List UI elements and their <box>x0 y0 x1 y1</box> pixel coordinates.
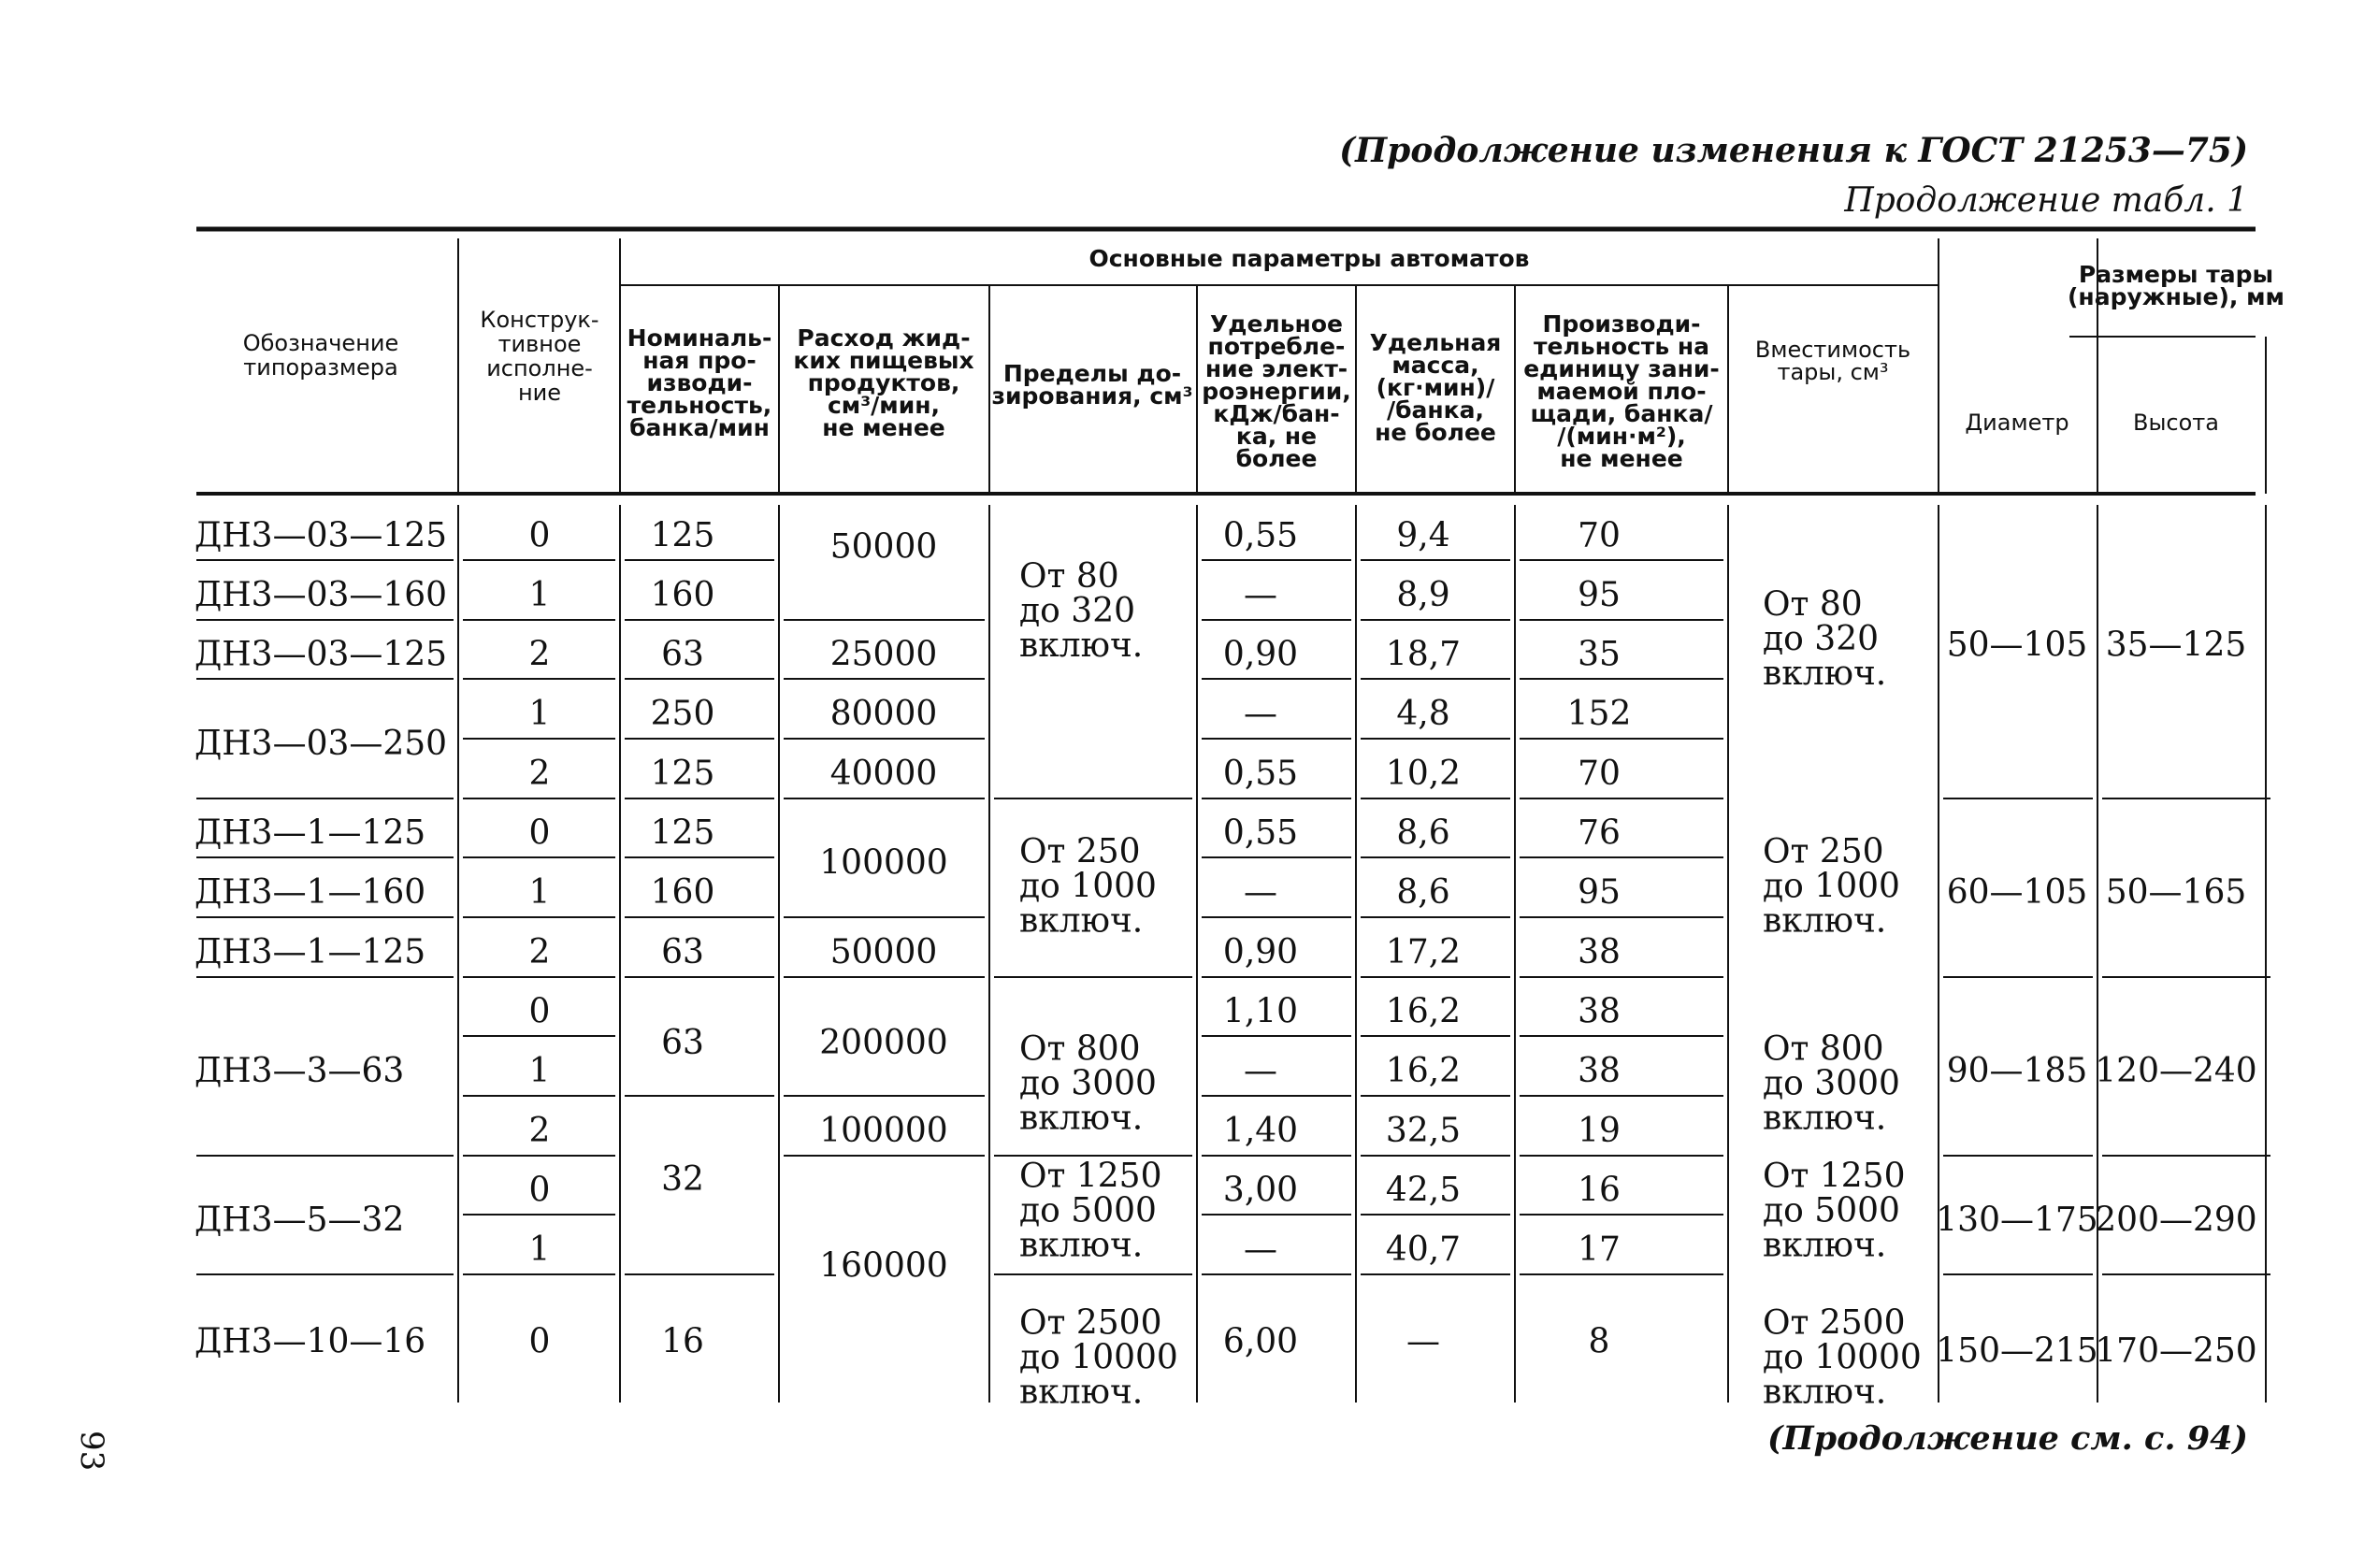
version-cell: 0 <box>528 1171 551 1210</box>
header-productivity: банка/мин <box>629 414 770 441</box>
dosing-range-cell: От 250 <box>1019 832 1141 871</box>
area-productivity-cell: 38 <box>1578 992 1621 1031</box>
header-flow: Расход жид- <box>797 324 971 352</box>
header-flow: продуктов, <box>807 369 960 396</box>
version-cell: 0 <box>528 1322 551 1361</box>
header-energy: ние элект- <box>1204 355 1348 382</box>
header-main-parameters: Основные параметры автоматов <box>1088 245 1530 272</box>
mass-cell: 9,4 <box>1396 516 1450 555</box>
version-cell: 2 <box>528 1112 551 1150</box>
header-area-productivity: тельность на <box>1534 333 1709 360</box>
mass-cell: 8,6 <box>1396 873 1450 912</box>
header-area-productivity: щади, банка/ <box>1530 400 1713 427</box>
productivity-cell: 63 <box>661 933 704 971</box>
header-area-productivity: Производи- <box>1542 310 1701 338</box>
capacity-range-cell: до 10000 <box>1763 1338 1922 1377</box>
version-cell: 1 <box>528 1230 551 1269</box>
dosing-range-cell: От 1250 <box>1019 1157 1162 1196</box>
dosing-range-cell: От 80 <box>1019 557 1119 596</box>
designation-cell: ДН3—1—125 <box>195 933 426 971</box>
diameter-cell: 50—105 <box>1946 626 2088 665</box>
energy-cell: — <box>1244 873 1277 912</box>
header-mass: Удельная <box>1369 329 1502 356</box>
energy-cell: 1,10 <box>1222 992 1299 1031</box>
productivity-cell: 125 <box>650 755 715 793</box>
version-cell: 1 <box>528 873 551 912</box>
flow-cell: 80000 <box>829 695 938 733</box>
designation-cell: ДН3—1—125 <box>195 813 426 853</box>
diameter-cell: 130—175 <box>1936 1201 2098 1240</box>
productivity-cell: 16 <box>661 1322 704 1361</box>
mass-cell: 8,6 <box>1396 813 1450 853</box>
capacity-range-cell: От 800 <box>1763 1029 1884 1069</box>
energy-cell: — <box>1244 1052 1277 1090</box>
energy-cell: — <box>1244 1230 1277 1269</box>
area-productivity-cell: 8 <box>1588 1322 1610 1361</box>
header-energy: кДж/бан- <box>1213 400 1340 427</box>
page-number: 93 <box>73 1431 110 1472</box>
version-cell: 2 <box>528 635 551 674</box>
productivity-cell: 63 <box>661 1024 704 1062</box>
header-energy: более <box>1235 445 1318 472</box>
area-productivity-cell: 35 <box>1578 635 1621 674</box>
energy-cell: — <box>1244 695 1277 733</box>
header-diameter: Диаметр <box>1965 410 2069 436</box>
header-version: исполне- <box>486 355 593 381</box>
header-designation: типоразмера <box>243 354 398 381</box>
energy-cell: — <box>1244 576 1277 614</box>
productivity-cell: 125 <box>650 516 715 555</box>
header-productivity: тельность, <box>627 392 772 419</box>
height-cell: 120—240 <box>2095 1052 2257 1090</box>
mass-cell: 16,2 <box>1385 992 1462 1031</box>
productivity-cell: 63 <box>661 635 704 674</box>
header-productivity: ная про- <box>642 347 757 374</box>
mass-cell: — <box>1406 1322 1440 1361</box>
mass-cell: 40,7 <box>1385 1230 1462 1269</box>
mass-cell: 8,9 <box>1396 576 1450 614</box>
header-version: тивное <box>497 331 582 357</box>
dosing-range-cell: включ. <box>1019 626 1144 665</box>
header-version: ние <box>517 380 562 406</box>
flow-cell: 160000 <box>819 1246 948 1286</box>
flow-cell: 25000 <box>829 635 938 674</box>
area-productivity-cell: 95 <box>1578 873 1621 912</box>
version-cell: 2 <box>528 933 551 971</box>
table-continuation-label: Продолжение табл. 1 <box>1844 181 2248 220</box>
header-area-productivity: маемой пло- <box>1536 378 1707 405</box>
capacity-range-cell: От 1250 <box>1763 1157 1906 1196</box>
dosing-range-cell: до 5000 <box>1019 1191 1157 1230</box>
dosing-range-cell: до 3000 <box>1019 1064 1157 1103</box>
flow-cell: 200000 <box>819 1024 948 1062</box>
header-area-productivity: /(мин·м²), <box>1557 423 1686 450</box>
capacity-range-cell: включ. <box>1763 1226 1887 1265</box>
header-energy: потребле- <box>1207 333 1346 360</box>
header-designation: Обозначение <box>242 330 399 356</box>
header-energy: Удельное <box>1210 310 1343 338</box>
capacity-range-cell: От 2500 <box>1763 1303 1906 1343</box>
designation-cell: ДН3—03—125 <box>195 635 448 674</box>
header-version: Конструк- <box>480 307 599 333</box>
header-productivity: Номиналь- <box>627 324 772 352</box>
designation-cell: ДН3—03—125 <box>195 516 448 555</box>
area-productivity-cell: 19 <box>1578 1112 1621 1150</box>
header-area-productivity: единицу зани- <box>1523 355 1720 382</box>
dosing-range-cell: От 2500 <box>1019 1303 1162 1343</box>
productivity-cell: 160 <box>650 576 715 614</box>
area-productivity-cell: 17 <box>1578 1230 1621 1269</box>
dosing-range-cell: до 320 <box>1019 592 1135 630</box>
dosing-range-cell: включ. <box>1019 1099 1144 1138</box>
header-mass: масса, <box>1391 352 1479 379</box>
energy-cell: 0,55 <box>1222 813 1299 853</box>
diameter-cell: 150—215 <box>1936 1331 2098 1371</box>
version-cell: 2 <box>528 755 551 793</box>
header-productivity: изводи- <box>646 369 753 396</box>
mass-cell: 42,5 <box>1385 1171 1462 1210</box>
document-header: (Продолжение изменения к ГОСТ 21253—75) <box>1339 131 2248 170</box>
flow-cell: 50000 <box>829 527 938 567</box>
area-productivity-cell: 95 <box>1578 576 1621 614</box>
mass-cell: 10,2 <box>1385 755 1462 793</box>
energy-cell: 6,00 <box>1222 1322 1299 1361</box>
header-dosing: Пределы до- <box>1002 360 1182 387</box>
capacity-range-cell: включ. <box>1763 1099 1887 1138</box>
capacity-range-cell: до 320 <box>1763 620 1879 658</box>
energy-cell: 0,55 <box>1222 516 1299 555</box>
productivity-cell: 125 <box>650 813 715 853</box>
designation-cell: ДН3—03—160 <box>195 576 448 614</box>
capacity-range-cell: От 250 <box>1763 832 1884 871</box>
dosing-range-cell: От 800 <box>1019 1029 1141 1069</box>
flow-cell: 100000 <box>819 1112 948 1150</box>
header-flow: ких пищевых <box>793 347 974 374</box>
header-area-productivity: не менее <box>1560 445 1683 472</box>
mass-cell: 16,2 <box>1385 1052 1462 1090</box>
header-capacity: Вместимость <box>1754 337 1911 363</box>
area-productivity-cell: 76 <box>1578 813 1621 853</box>
header-container-size: (наружные), мм <box>2068 283 2285 310</box>
height-cell: 200—290 <box>2095 1201 2257 1240</box>
version-cell: 1 <box>528 576 551 614</box>
dosing-range-cell: включ. <box>1019 901 1144 941</box>
mass-cell: 17,2 <box>1385 933 1462 971</box>
designation-cell: ДН3—1—160 <box>195 873 426 912</box>
area-productivity-cell: 38 <box>1578 933 1621 971</box>
capacity-range-cell: до 3000 <box>1763 1064 1900 1103</box>
capacity-range-cell: включ. <box>1763 655 1887 693</box>
header-height: Высота <box>2133 410 2219 436</box>
version-cell: 1 <box>528 695 551 733</box>
header-energy: роэнергии, <box>1202 378 1351 405</box>
diameter-cell: 60—105 <box>1946 873 2088 912</box>
header-flow: не менее <box>822 414 945 441</box>
area-productivity-cell: 38 <box>1578 1052 1621 1090</box>
header-mass: /банка, <box>1386 396 1485 424</box>
header-mass: не более <box>1375 419 1496 446</box>
capacity-range-cell: до 1000 <box>1763 867 1900 906</box>
continuation-note: (Продолжение см. с. 94) <box>1766 1419 2248 1458</box>
area-productivity-cell: 70 <box>1578 755 1621 793</box>
designation-cell: ДН3—03—250 <box>195 725 448 763</box>
designation-cell: ДН3—5—32 <box>195 1201 405 1240</box>
header-flow: см³/мин, <box>827 392 941 419</box>
diameter-cell: 90—185 <box>1946 1052 2088 1090</box>
capacity-range-cell: включ. <box>1763 1373 1887 1412</box>
mass-cell: 32,5 <box>1385 1112 1462 1150</box>
version-cell: 0 <box>528 813 551 853</box>
header-energy: ка, не <box>1235 423 1318 450</box>
header-dosing: зирования, см³ <box>991 382 1193 410</box>
header-capacity: тары, см³ <box>1777 359 1889 385</box>
flow-cell: 40000 <box>829 755 938 793</box>
energy-cell: 0,90 <box>1222 635 1299 674</box>
version-cell: 0 <box>528 992 551 1031</box>
dosing-range-cell: до 10000 <box>1019 1338 1178 1377</box>
designation-cell: ДН3—3—63 <box>195 1052 405 1090</box>
flow-cell: 100000 <box>819 843 948 883</box>
energy-cell: 0,55 <box>1222 755 1299 793</box>
height-cell: 170—250 <box>2095 1331 2257 1371</box>
header-container-size: Размеры тары <box>2078 261 2274 288</box>
dosing-range-cell: включ. <box>1019 1226 1144 1265</box>
version-cell: 1 <box>528 1052 551 1090</box>
productivity-cell: 160 <box>650 873 715 912</box>
area-productivity-cell: 152 <box>1566 695 1632 733</box>
capacity-range-cell: включ. <box>1763 901 1887 941</box>
height-cell: 50—165 <box>2105 873 2247 912</box>
version-cell: 0 <box>528 516 551 555</box>
energy-cell: 0,90 <box>1222 933 1299 971</box>
capacity-range-cell: до 5000 <box>1763 1191 1900 1230</box>
flow-cell: 50000 <box>829 933 938 971</box>
mass-cell: 18,7 <box>1385 635 1462 674</box>
dosing-range-cell: до 1000 <box>1019 867 1157 906</box>
area-productivity-cell: 16 <box>1578 1171 1621 1210</box>
productivity-cell: 32 <box>661 1159 704 1199</box>
area-productivity-cell: 70 <box>1578 516 1621 555</box>
height-cell: 35—125 <box>2105 626 2247 665</box>
mass-cell: 4,8 <box>1396 695 1450 733</box>
productivity-cell: 250 <box>650 695 715 733</box>
energy-cell: 3,00 <box>1222 1171 1299 1210</box>
capacity-range-cell: От 80 <box>1763 585 1863 624</box>
dosing-range-cell: включ. <box>1019 1373 1144 1412</box>
header-mass: (кг·мин)/ <box>1376 374 1495 401</box>
designation-cell: ДН3—10—16 <box>195 1322 426 1361</box>
energy-cell: 1,40 <box>1222 1112 1299 1150</box>
